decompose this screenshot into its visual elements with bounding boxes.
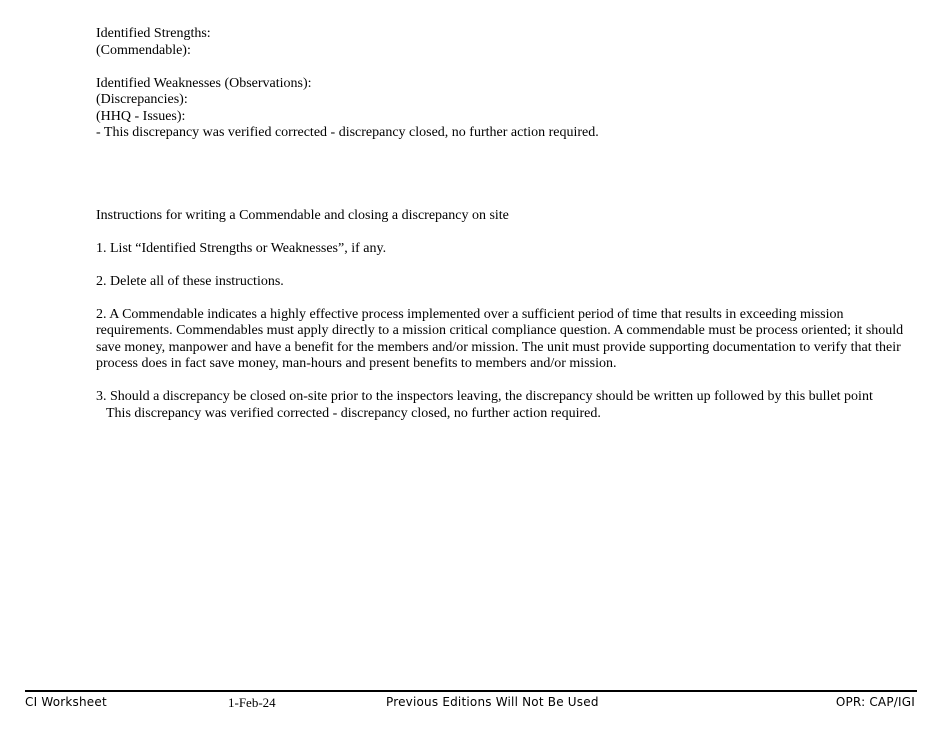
instruction-step-3: 3. Should a discrepancy be closed on-site prior to the inspectors leaving, the discrepancy should be written up followed by this bullet point bbox=[96, 389, 873, 404]
closed-discrepancy-bullet: - This discrepancy was verified corrected - discrepancy closed, no further action required. bbox=[96, 125, 599, 140]
instruction-step-1: 1. List “Identified Strengths or Weaknesses”, if any. bbox=[96, 240, 387, 256]
spacer bbox=[96, 142, 906, 208]
commendable-label: (Commendable): bbox=[96, 42, 191, 58]
instruction-step-2-commendable: 2. A Commendable indicates a highly effective process implemented over a sufficient period of time that results in exceeding mission requirements. Commendables must apply directly to a mission critical compliance question. A commendable must be process oriented; it should save money, manpower and have a benefit for the members and/or mission. The unit must provide supporting documentation to verify that their process does in fact save money, man-hours and present benefits to members and/or mission. bbox=[96, 306, 904, 371]
page-footer bbox=[25, 690, 917, 712]
worksheet-body bbox=[96, 26, 906, 422]
strengths-heading: Identified Strengths: bbox=[96, 26, 211, 41]
instructions-title: Instructions for writing a Commendable and closing a discrepancy on site bbox=[96, 207, 509, 223]
instruction-step-3-bullet: This discrepancy was verified corrected - discrepancy closed, no further action required. bbox=[106, 405, 601, 421]
footer-form-name: CI Worksheet bbox=[25, 695, 107, 709]
instruction-step-2-delete: 2. Delete all of these instructions. bbox=[96, 273, 284, 289]
spacer bbox=[96, 59, 906, 76]
discrepancies-label: (Discrepancies): bbox=[96, 92, 188, 107]
spacer bbox=[96, 257, 906, 274]
hhq-issues-label: (HHQ - Issues): bbox=[96, 108, 186, 124]
footer-opr: OPR: CAP/IGI bbox=[835, 695, 915, 709]
footer-editions-note: Previous Editions Will Not Be Used bbox=[386, 695, 599, 709]
spacer bbox=[96, 373, 906, 390]
spacer bbox=[96, 224, 906, 241]
footer-date: 1-Feb-24 bbox=[228, 695, 276, 710]
weaknesses-heading: Identified Weaknesses (Observations): bbox=[96, 75, 312, 91]
spacer bbox=[96, 290, 906, 307]
